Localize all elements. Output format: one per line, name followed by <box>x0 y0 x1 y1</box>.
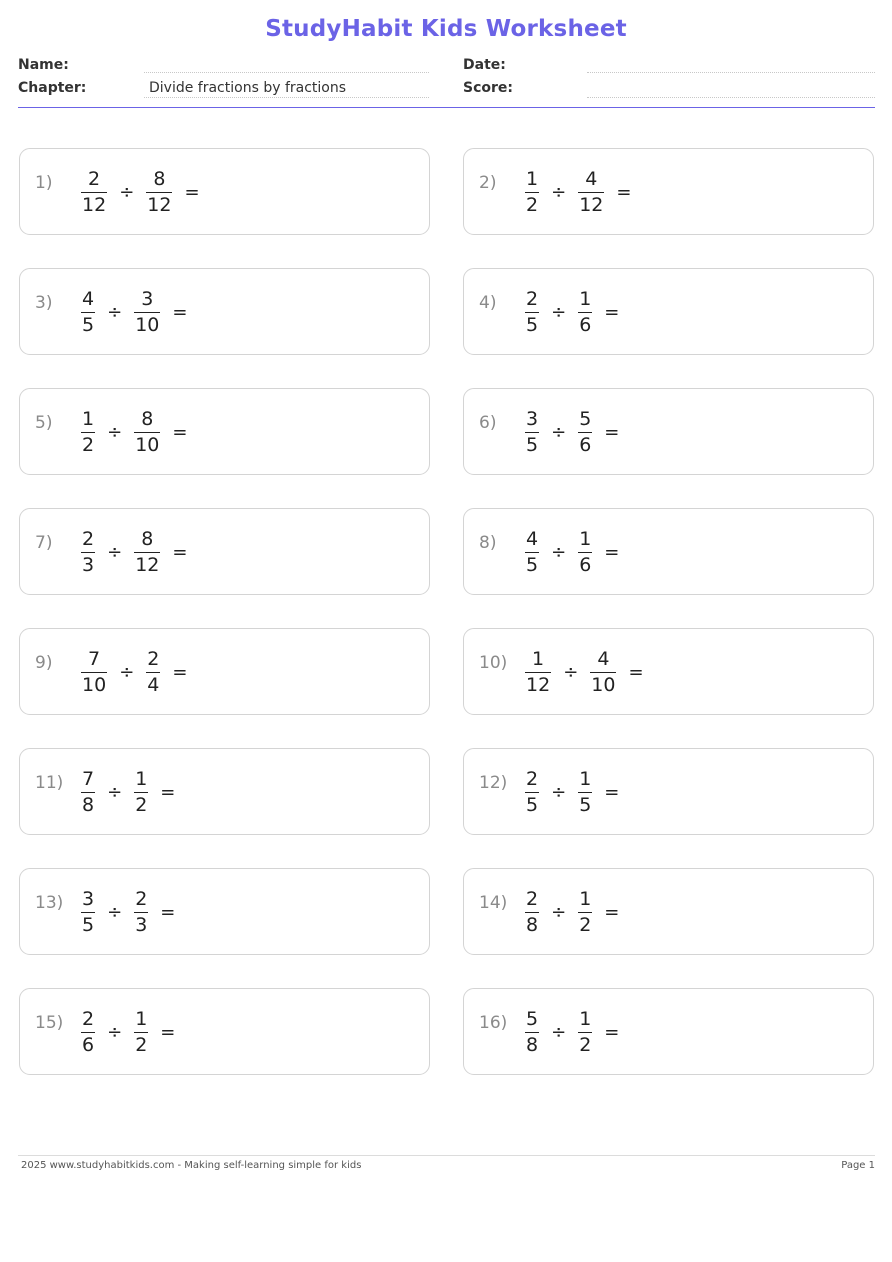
division-expression <box>81 287 187 337</box>
division-expression <box>81 887 175 937</box>
numerator: 2 <box>526 767 539 790</box>
problem-card <box>19 628 430 715</box>
divisor-fraction <box>578 167 604 216</box>
numerator: 2 <box>147 647 160 670</box>
divide-operator: ÷ <box>551 181 567 203</box>
divisor-fraction <box>578 527 592 576</box>
divide-operator: ÷ <box>551 781 567 803</box>
numerator: 3 <box>141 287 154 310</box>
problem-number: 4) <box>479 293 497 313</box>
problem-card <box>19 148 430 235</box>
equals-sign: = <box>616 181 632 203</box>
numerator: 1 <box>526 167 539 190</box>
equals-sign: = <box>604 901 620 923</box>
denominator: 3 <box>135 913 148 936</box>
problem-card <box>463 508 874 595</box>
denominator: 6 <box>579 433 592 456</box>
denominator: 12 <box>82 193 107 216</box>
divisor-fraction <box>578 1007 592 1056</box>
denominator: 10 <box>135 313 160 336</box>
numerator: 8 <box>141 407 154 430</box>
division-expression <box>525 1007 619 1057</box>
divisor-fraction <box>578 767 592 816</box>
divide-operator: ÷ <box>119 661 135 683</box>
denominator: 12 <box>579 193 604 216</box>
numerator: 2 <box>526 287 539 310</box>
dividend-fraction <box>81 167 107 216</box>
numerator: 8 <box>153 167 166 190</box>
numerator: 1 <box>579 1007 592 1030</box>
numerator: 4 <box>526 527 539 550</box>
chapter-field[interactable] <box>144 97 429 98</box>
division-expression <box>81 647 187 697</box>
division-expression <box>525 287 619 337</box>
divide-operator: ÷ <box>107 781 123 803</box>
equals-sign: = <box>604 301 620 323</box>
chapter-value: Divide fractions by fractions <box>149 80 347 96</box>
problem-number: 7) <box>35 533 53 553</box>
divisor-fraction <box>134 1007 148 1056</box>
divisor-fraction <box>146 647 160 696</box>
equals-sign: = <box>628 661 644 683</box>
divide-operator: ÷ <box>107 901 123 923</box>
numerator: 2 <box>526 887 539 910</box>
denominator: 8 <box>82 793 95 816</box>
numerator: 1 <box>579 887 592 910</box>
division-expression <box>525 167 631 217</box>
equals-sign: = <box>604 781 620 803</box>
problem-number: 3) <box>35 293 53 313</box>
dividend-fraction <box>525 287 539 336</box>
date-field[interactable] <box>587 72 875 73</box>
denominator: 6 <box>82 1033 95 1056</box>
numerator: 2 <box>88 167 101 190</box>
denominator: 8 <box>526 1033 539 1056</box>
denominator: 5 <box>526 433 539 456</box>
divisor-fraction <box>590 647 616 696</box>
equals-sign: = <box>160 901 176 923</box>
equals-sign: = <box>172 421 188 443</box>
denominator: 12 <box>147 193 172 216</box>
denominator: 8 <box>526 913 539 936</box>
equals-sign: = <box>604 1021 620 1043</box>
footer-divider <box>18 1155 875 1156</box>
divisor-fraction <box>578 287 592 336</box>
problem-card <box>463 748 874 835</box>
denominator: 12 <box>526 673 551 696</box>
problem-card <box>463 628 874 715</box>
denominator: 2 <box>82 433 95 456</box>
problem-card <box>19 388 430 475</box>
equals-sign: = <box>172 301 188 323</box>
problem-number: 5) <box>35 413 53 433</box>
dividend-fraction <box>525 527 539 576</box>
equals-sign: = <box>604 541 620 563</box>
score-field[interactable] <box>587 97 875 98</box>
numerator: 8 <box>141 527 154 550</box>
numerator: 1 <box>82 407 95 430</box>
denominator: 12 <box>135 553 160 576</box>
problem-card <box>19 988 430 1075</box>
denominator: 2 <box>135 1033 148 1056</box>
numerator: 1 <box>579 287 592 310</box>
equals-sign: = <box>172 661 188 683</box>
divisor-fraction <box>134 887 148 936</box>
divide-operator: ÷ <box>551 901 567 923</box>
header-divider <box>18 107 875 108</box>
problem-number: 14) <box>479 893 508 913</box>
dividend-fraction <box>81 767 95 816</box>
name-label: Name: <box>18 57 69 73</box>
problem-card <box>19 268 430 355</box>
problem-card <box>463 268 874 355</box>
division-expression <box>525 887 619 937</box>
problem-number: 9) <box>35 653 53 673</box>
page-number: Page 1 <box>841 1160 875 1171</box>
division-expression <box>81 407 187 457</box>
denominator: 6 <box>579 553 592 576</box>
problem-number: 13) <box>35 893 64 913</box>
equals-sign: = <box>160 781 176 803</box>
divide-operator: ÷ <box>107 541 123 563</box>
denominator: 10 <box>591 673 616 696</box>
denominator: 10 <box>82 673 107 696</box>
divisor-fraction <box>134 767 148 816</box>
denominator: 2 <box>579 1033 592 1056</box>
numerator: 4 <box>597 647 610 670</box>
dividend-fraction <box>525 887 539 936</box>
numerator: 7 <box>88 647 101 670</box>
dividend-fraction <box>525 167 539 216</box>
divisor-fraction <box>134 527 160 576</box>
problem-number: 6) <box>479 413 497 433</box>
footer-text: 2025 www.studyhabitkids.com - Making self-learning simple for kids <box>21 1160 362 1171</box>
numerator: 5 <box>579 407 592 430</box>
dividend-fraction <box>81 287 95 336</box>
divisor-fraction <box>134 407 160 456</box>
divide-operator: ÷ <box>119 181 135 203</box>
dividend-fraction <box>81 887 95 936</box>
worksheet-title: StudyHabit Kids Worksheet <box>265 16 627 42</box>
divide-operator: ÷ <box>551 301 567 323</box>
denominator: 5 <box>579 793 592 816</box>
denominator: 2 <box>135 793 148 816</box>
numerator: 2 <box>82 1007 95 1030</box>
denominator: 5 <box>526 793 539 816</box>
numerator: 3 <box>526 407 539 430</box>
division-expression <box>525 767 619 817</box>
problem-number: 8) <box>479 533 497 553</box>
division-expression <box>81 527 187 577</box>
denominator: 2 <box>579 913 592 936</box>
score-label: Score: <box>463 80 513 96</box>
numerator: 1 <box>579 767 592 790</box>
problem-number: 10) <box>479 653 508 673</box>
problem-number: 1) <box>35 173 53 193</box>
denominator: 4 <box>147 673 160 696</box>
problem-number: 11) <box>35 773 64 793</box>
divide-operator: ÷ <box>551 1021 567 1043</box>
numerator: 2 <box>82 527 95 550</box>
division-expression <box>525 647 644 697</box>
numerator: 4 <box>82 287 95 310</box>
dividend-fraction <box>525 647 551 696</box>
denominator: 3 <box>82 553 95 576</box>
dividend-fraction <box>525 407 539 456</box>
numerator: 1 <box>579 527 592 550</box>
numerator: 1 <box>135 1007 148 1030</box>
dividend-fraction <box>81 527 95 576</box>
division-expression <box>525 407 619 457</box>
numerator: 1 <box>135 767 148 790</box>
problem-number: 12) <box>479 773 508 793</box>
problem-card <box>19 508 430 595</box>
numerator: 7 <box>82 767 95 790</box>
equals-sign: = <box>184 181 200 203</box>
denominator: 5 <box>82 313 95 336</box>
problem-number: 16) <box>479 1013 508 1033</box>
dividend-fraction <box>81 1007 95 1056</box>
equals-sign: = <box>604 421 620 443</box>
problem-card <box>463 868 874 955</box>
problem-card <box>463 148 874 235</box>
division-expression <box>81 767 175 817</box>
numerator: 4 <box>585 167 598 190</box>
equals-sign: = <box>160 1021 176 1043</box>
divisor-fraction <box>134 287 160 336</box>
denominator: 2 <box>526 193 539 216</box>
numerator: 2 <box>135 887 148 910</box>
problem-card <box>19 868 430 955</box>
problem-card <box>19 748 430 835</box>
equals-sign: = <box>172 541 188 563</box>
numerator: 1 <box>532 647 545 670</box>
divisor-fraction <box>578 407 592 456</box>
date-label: Date: <box>463 57 506 73</box>
denominator: 10 <box>135 433 160 456</box>
divide-operator: ÷ <box>107 301 123 323</box>
dividend-fraction <box>81 647 107 696</box>
division-expression <box>81 167 200 217</box>
denominator: 5 <box>526 553 539 576</box>
chapter-label: Chapter: <box>18 80 87 96</box>
divisor-fraction <box>578 887 592 936</box>
denominator: 6 <box>579 313 592 336</box>
name-field[interactable] <box>144 72 429 73</box>
denominator: 5 <box>526 313 539 336</box>
divisor-fraction <box>146 167 172 216</box>
problem-number: 2) <box>479 173 497 193</box>
dividend-fraction <box>525 767 539 816</box>
numerator: 5 <box>526 1007 539 1030</box>
numerator: 3 <box>82 887 95 910</box>
problem-number: 15) <box>35 1013 64 1033</box>
problem-card <box>463 388 874 475</box>
divide-operator: ÷ <box>563 661 579 683</box>
denominator: 5 <box>82 913 95 936</box>
dividend-fraction <box>81 407 95 456</box>
divide-operator: ÷ <box>107 1021 123 1043</box>
divide-operator: ÷ <box>107 421 123 443</box>
dividend-fraction <box>525 1007 539 1056</box>
division-expression <box>81 1007 175 1057</box>
divide-operator: ÷ <box>551 541 567 563</box>
division-expression <box>525 527 619 577</box>
problem-card <box>463 988 874 1075</box>
divide-operator: ÷ <box>551 421 567 443</box>
